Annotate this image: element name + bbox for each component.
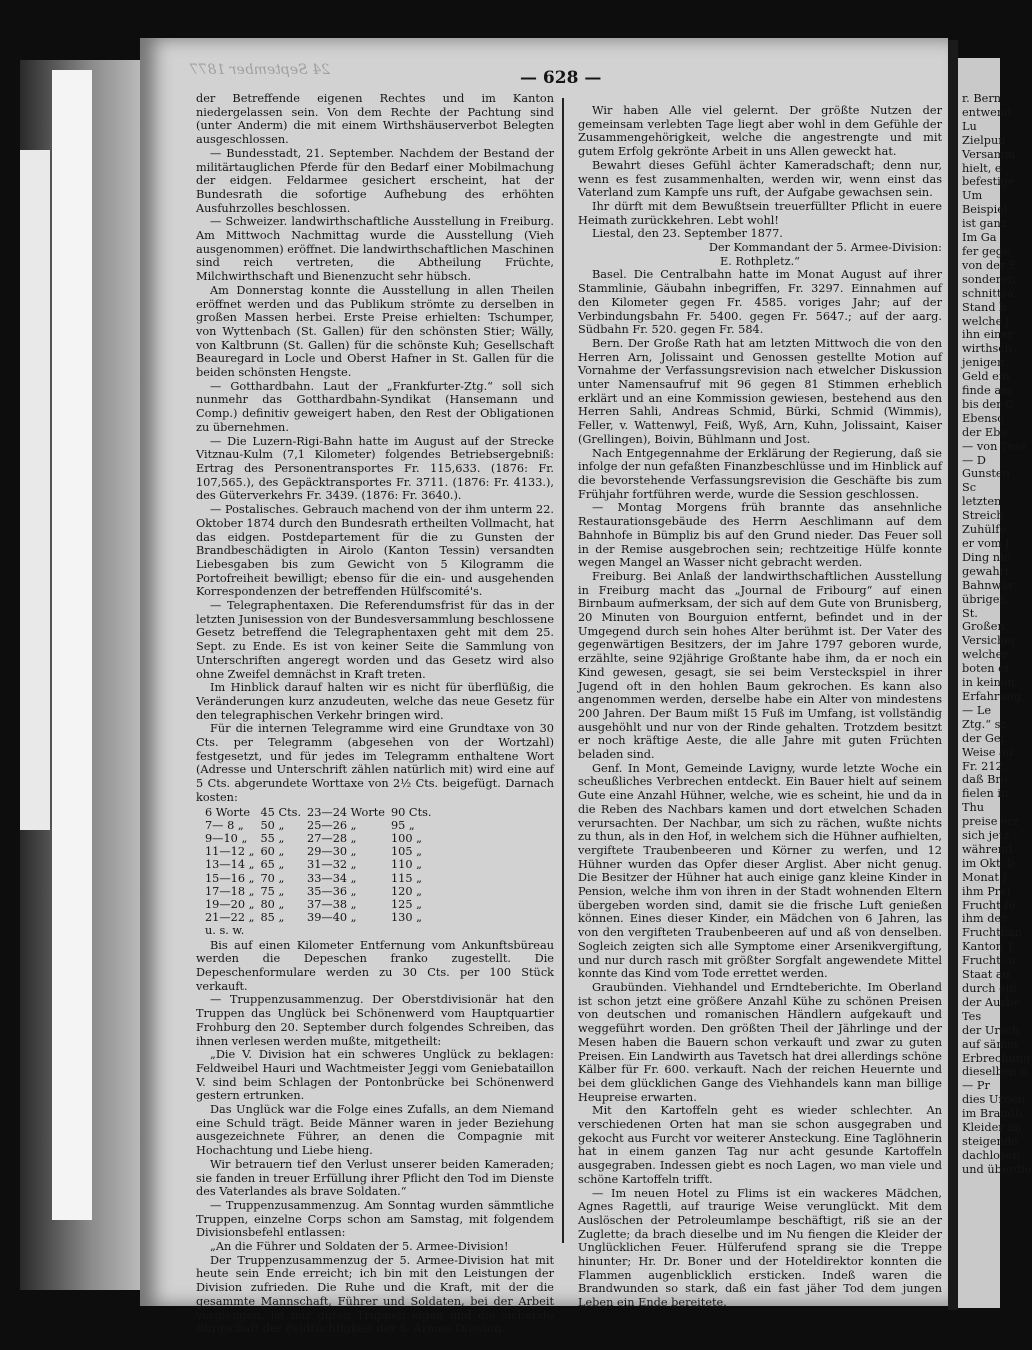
- facing-page-line: ihn einer: [962, 328, 1014, 342]
- article-paragraph: Für die internen Telegramme wird eine Grundtaxe von 30 Cts. per Telegramm (abgesehen von der Wortzahl) festgesetzt, und für jedes im Telegramm enthaltene Wort (Adresse und Unterschrift zählen natürlich mit) wird eine auf 5 Cts. abgerundete Worttaxe von 2½ Cts. beigefügt. Darnach kosten:: [196, 722, 554, 804]
- facing-page-line: Geld ein: [962, 370, 1010, 384]
- article-paragraph: Der Kommandant der 5. Armee-Division:: [708, 241, 942, 255]
- facing-page-line: Streich: [962, 509, 1004, 523]
- facing-page-line: Tes: [962, 1009, 982, 1023]
- facing-page-line: dies Urnen: [962, 1093, 1026, 1107]
- rate-cell: 105 „: [390, 845, 422, 859]
- article-paragraph: Im Hinblick darauf halten wir es nicht für überflüßig, die Veränderungen kurz anzudeuten, welche das neue Gesetz für den telegraphischen Verkehr bringen wird.: [196, 681, 554, 722]
- rate-row: [202, 885, 435, 898]
- facing-page-line: Ztg.“ sc: [962, 717, 1007, 731]
- rate-cell: 50 „: [260, 818, 285, 832]
- facing-page-line: von der E: [962, 258, 1018, 272]
- article-paragraph: — Schweizer. landwirthschaftliche Ausstellung in Freiburg. Am Mittwoch Nachmittag wurde die Ausstellung (Vieh ausgenommen) eröffnet. Die landwirthschaftlichen Maschinen sind reich vertreten, die Abtheilung Früchte, Milchwirthschaft und Bienenzucht sehr hübsch.: [196, 215, 554, 284]
- rate-cell: 120 „: [390, 884, 422, 898]
- rate-cell: 11—12 „: [205, 845, 255, 859]
- facing-page-line: der Ursch: [962, 1023, 1020, 1037]
- article-paragraph: Mit den Kartoffeln geht es wieder schlechter. An verschiedenen Orten hat man sie schon ausgegraben und gekocht aus Furcht vor weiterer Ansteckung. Eine Taglöhnerin hat in einem ganzen Tag nur acht gesunde Kartoffeln ausgegraben. Indessen giebt es noch Lagen, wo man viele und schöne Kartoffeln trifft.: [578, 1104, 942, 1186]
- article-paragraph: Am Donnerstag konnte die Ausstellung in allen Theilen eröffnet werden und das Publikum strömte zu derselben in großen Massen herbei. Erste Preise erhielten: Tschumper, von Wyttenbach (St. Gallen) für den schönsten Stier; Wälly, von Kaltbrunn (St. Gallen) für die schönste Kuh; Gesellschaft Beauregard in Locle und Oberst Hafner in St. Gallen für die beiden schönsten Hengste.: [196, 283, 554, 380]
- facing-page-line: Stand b: [962, 300, 1007, 314]
- rate-cell: 29—30 „: [307, 845, 357, 859]
- rate-row: [202, 819, 435, 832]
- facing-page-line: und überdie: [962, 1162, 1032, 1176]
- facing-page-line: befestige: [962, 175, 1015, 189]
- article-paragraph: Das Unglück war die Folge eines Zufalls, an dem Niemand eine Schuld trägt. Beide Männer waren in jeder Beziehung ausgezeichnete Führer, an denen die Compagnie mit Hochachtung und Liebe hieng.: [196, 1103, 554, 1158]
- article-paragraph: Graubünden. Viehhandel und Erndteberichte. Im Oberland ist schon jetzt eine größere Anzahl Kühe zu schönen Preisen von deutschen und romanischen Händlern aufgekauft und weggeführt worden. Den größten Theil der Jährlinge und der Mesen haben die Bauern schon verkauft und zwar zu guten Preisen. Ein Landwirth aus Tavetsch hat drei allerdings schöne Kälber für Fr. 600. verkauft. Nach der reichen Heuernte und bei dem glücklichen Gange des Viehhandels kann man billige Heupreise erwarten.: [578, 981, 942, 1104]
- facing-page-line: dachlosen: [962, 1148, 1020, 1162]
- article-paragraph: „An die Führer und Soldaten der 5. Armee-Division!: [210, 1240, 509, 1254]
- rate-cell: 70 „: [260, 871, 285, 885]
- facing-page-line: Ding nic: [962, 550, 1010, 564]
- facing-page-line: preise erz: [962, 815, 1020, 829]
- page-number: — 628 —: [520, 68, 602, 88]
- facing-page-line: Monat J: [962, 870, 1008, 884]
- rate-cell: 19—20 „: [205, 897, 255, 911]
- facing-page-line: steigende: [962, 1134, 1018, 1148]
- facing-page-line: Weise au: [962, 745, 1014, 759]
- facing-page-line: ihm Prei: [962, 884, 1011, 898]
- facing-page-line: Kanton T: [962, 940, 1015, 954]
- article-paragraph: Ihr dürft mit dem Bewußtsein treuerfüllter Pflicht in euere Heimath zurückkehren. Lebt wohl!: [578, 199, 942, 227]
- facing-page-line: ihm der: [962, 912, 1007, 926]
- rate-cell: 100 „: [390, 831, 422, 845]
- rate-cell: 75 „: [260, 884, 285, 898]
- rate-cell: 33—34 „: [307, 871, 357, 885]
- facing-page-line: entwend: [962, 105, 1012, 119]
- left-column-articles-top: [196, 92, 554, 805]
- rate-cell: 13—14 „: [205, 858, 255, 872]
- telegram-rate-table: [202, 806, 435, 938]
- rate-cell: [258, 924, 305, 937]
- article-paragraph: — Montag Morgens früh brannte das ansehnliche Restaurationsgebäude des Herrn Aeschlimann auf dem Bahnhofe in Bümpliz bis auf den Grund nieder. Das Feuer soll in der Remise ausgebrochen sein; rechtzeitige Hülfe konnte wegen Mangel an Wasser nicht gebracht werden.: [578, 501, 942, 570]
- rate-cell: 60 „: [260, 845, 285, 859]
- facing-page-line: fer gege: [962, 244, 1010, 258]
- facing-page-line: er vom J: [962, 537, 1010, 550]
- facing-page-line: übrigen: [962, 592, 1007, 606]
- facing-page-line: Fr. 212.: [962, 759, 1007, 773]
- rate-row: [202, 911, 435, 924]
- rate-cell: 85 „: [260, 911, 285, 925]
- rate-cell: 37—38 „: [307, 897, 357, 911]
- rate-cell: 65 „: [260, 858, 285, 872]
- facing-page-line: Fruchthan: [962, 926, 1022, 940]
- facing-page-line: gewahrt: [962, 564, 1010, 578]
- article-paragraph: — Telegraphentaxen. Die Referendumsfrist für das in der letzten Junisession von der Bundesversammlung beschlossene Gesetz betreffend die Telegraphentaxen geht mit dem 25. Sept. zu Ende. Es ist von keiner Seite die Sammlung von Unterschriften angeregt worden und das Gesetz wird also ohne Zweifel demnächst in Kraft treten.: [196, 599, 554, 681]
- rate-cell: 115 „: [390, 871, 422, 885]
- rate-cell: [304, 924, 388, 937]
- facing-page-line: Kleider un: [962, 1121, 1022, 1135]
- facing-page-line: Im Ga: [962, 231, 997, 245]
- article-paragraph: Genf. In Mont, Gemeinde Lavigny, wurde letzte Woche ein scheußliches Verbrechen entdeckt. Ein Bauer hielt auf seinem Gute eine Anzahl Hühner, welche, wie es scheint, hie und da in die Reben des Nachbars kamen und dort etwelchen Schaden verursachten. Der Nachbar, um sich zu rächen, wußte nichts zu thun, als in den Hof, in welchem sich die Hühner aufhielten, vergiftete Traubenbeeren und Körner zu werfen, und 12 Hühner wurden das Opfer dieser Arglist. Aber nicht genug. Die Besitzer der Hühner hat auch einige ganz kleine Kinder in Pension, welche ihm von ihren in der Stadt wohnenden Eltern übergeben worden sind, damit sie die frische Luft genießen können. Eines dieser Kinder, ein Mädchen von 6 Jahren, las von den vergifteten Traubenbeeren auf und aß von denselben. Sogleich zeigten sich alle Symptome einer Arsenikvergiftung, und nur durch rasch mit größter Sorgfalt angewendete Mittel konnte das Kind vom Tode errettet werden.: [578, 761, 942, 981]
- rate-row: [202, 924, 435, 937]
- rate-cell: 90 Cts.: [390, 805, 432, 819]
- book-gutter: [948, 40, 958, 1310]
- facing-page-line: während: [962, 842, 1013, 856]
- facing-page-line: der Gei: [962, 731, 1005, 745]
- rate-row: [202, 845, 435, 858]
- facing-page-line: Thu: [962, 801, 985, 815]
- facing-page-line: Frucht- u: [962, 954, 1016, 968]
- article-paragraph: Bewahrt dieses Gefühl ächter Kameradschaft; denn nur, wenn es fest zusammenhalten, werden wir, wenn einst das Vaterland zum Kampfe uns ruft, der Aufgabe gewachsen sein.: [578, 158, 942, 200]
- facing-page-line: — von Tess: [962, 439, 1026, 453]
- right-column: [578, 104, 942, 1310]
- article-paragraph: E. Rothpletz.“: [720, 254, 800, 268]
- facing-page-line: Bahnwär: [962, 578, 1014, 592]
- facing-page-line: Erfahrung: [962, 689, 1022, 703]
- facing-page-line: sonderen: [962, 272, 1016, 286]
- rate-cell: 27—28 „: [307, 831, 357, 845]
- facing-page-line: Ebenso: [962, 411, 1005, 425]
- rate-cell: 45 Cts.: [260, 805, 302, 819]
- facing-page-line: Zielpun: [962, 133, 1006, 147]
- rate-cell: 15—16 „: [205, 871, 255, 885]
- facing-page-line: Um: [962, 189, 983, 203]
- article-paragraph: — Postalisches. Gebrauch machend von der ihm unterm 22. Oktober 1874 durch den Bundesrath ertheilten Vollmacht, hat das eidgen. Postdepartement für die zu Gunsten der Brandbeschädigten in Airolo (Kanton Tessin) versandten Liebesgaben bis zum Gewicht von 5 Kilogramm die Portofreiheit bewilligt; ebenso für die ein- und ausgehenden Korrespondenzen der betreffenden Hülfscomité's.: [196, 503, 554, 599]
- rate-cell: 125 „: [390, 897, 422, 911]
- facing-page-line: fielen in: [962, 787, 1009, 801]
- facing-page-line: boten er: [962, 662, 1011, 676]
- article-paragraph: „Die V. Division hat ein schweres Unglück zu beklagen: Feldweibel Hauri und Wachtmeister Jeggi vom Geniebataillon V. sind beim Schlagen der Pontonbrücke bei Schönenwerd gestern ertrunken.: [196, 1048, 554, 1103]
- rate-cell: 31—32 „: [307, 858, 357, 872]
- rate-cell: 25—26 „: [307, 818, 357, 832]
- rate-cell: 17—18 „: [205, 884, 255, 898]
- rate-row: [202, 806, 435, 819]
- facing-page-line: der Ebe: [962, 425, 1008, 439]
- article-paragraph: Wir haben Alle viel gelernt. Der größte Nutzen der gemeinsam verlebten Tage liegt aber wohl in dem Gefühle der Zusammengehörigkeit, welche die angestrengte und mit gutem Erfolg gekrönte Arbeit in uns Allen geweckt hat.: [578, 104, 942, 159]
- facing-page-line: welcher: [962, 648, 1008, 662]
- facing-page-line: dieselben u: [962, 1065, 1028, 1079]
- article-paragraph: — Die Luzern-Rigi-Bahn hatte im August auf der Strecke Vitznau-Kulm (7,1 Kilometer) folgendes Betriebsergebniß: Ertrag des Personentransportes Fr. 115,633. (1876: Fr. 107,565.), des Gepäcktransportes Fr. 3711. (1876: Fr. 4133.), des Güterverkehrs Fr. 3439. (1876: Fr. 3640.).: [196, 434, 554, 503]
- article-paragraph: der Betreffende eigenen Rechtes und im Kanton niedergelassen sein. Von dem Rechte der Pachtung sind (unter Anderm) die mit einem Wirthshäuserverbot Belegten ausgeschlossen.: [196, 92, 554, 147]
- rate-cell: 9—10 „: [205, 831, 248, 845]
- facing-page-line: Großen: [962, 620, 1005, 634]
- facing-page-line: — Le: [962, 703, 992, 717]
- rate-cell: 95 „: [390, 818, 415, 832]
- facing-page-line: Versicher: [962, 634, 1017, 648]
- rate-row: [202, 872, 435, 885]
- rate-cell: 21—22 „: [205, 911, 255, 925]
- article-paragraph: Nach Entgegennahme der Erklärung der Regierung, daß sie infolge der nun gefaßten Finanzbeschlüsse und im Hinblick auf die bevorstehende Verfassungsrevision die Geschäfte bis zum Frühjahr fortführen werde, wurde die Session geschlossen.: [578, 446, 942, 501]
- rate-cell: u. s. w.: [205, 924, 245, 938]
- rate-cell: 7— 8 „: [205, 818, 244, 832]
- facing-page-line: Erbrechung: [962, 1051, 1031, 1065]
- rate-cell: 23—24 Worte: [307, 805, 385, 819]
- facing-page-line: schnittsa: [962, 286, 1014, 300]
- rate-cell: 110 „: [390, 858, 422, 872]
- article-paragraph: Basel. Die Centralbahn hatte im Monat August auf ihrer Stammlinie, Gäubahn inbegriffen, Fr. 3297. Einnahmen auf den Kilometer gegen Fr. 4585. voriges Jahr; auf der Verbindungsbahn Fr. 5400. gegen Fr. 5647.; auf der aarg. Südbahn Fr. 520. gegen Fr. 584.: [578, 268, 942, 337]
- rate-row: [202, 858, 435, 871]
- article-paragraph: Freiburg. Bei Anlaß der landwirthschaftlichen Ausstellung in Freiburg macht das „Journal de Fribourg“ auf einen Birnbaum aufmerksam, der sich auf dem Gute von Brunisberg, 20 Minuten von Bourguion entfernt, befindet und in der Umgegend durch sein hohes Alter berühmt ist. Der Vater des gegenwärtigen Besitzers, der im Jahre 1797 geboren wurde, erzählte, seine 92jährige Großtante habe ihm, da er noch ein Kind gewesen, gesagt, sie sei beim Versteckspiel in ihrer Jugend oft in den hohlen Baum gekrochen. Es kann also angenommen werden, derselbe habe ein Alter von mindestens 200 Jahren. Der Baum mißt 15 Fuß im Umfang, ist vollständig ausgehöhlt und nur von der Rinde gehalten. Trotzdem besitzt er noch kräftige Aeste, die alle Jahre mit guten Früchten beladen sind.: [578, 569, 942, 762]
- facing-page-line: letzten: [962, 495, 1002, 509]
- article-paragraph: — Truppenzusammenzug. Der Oberstdivisionär hat den Truppen das Unglück bei Schönenwerd vom Hauptquartier Frohburg den 20. September durch folgendes Schreiben, das ihnen verlesen werden mußte, mitgetheilt:: [196, 993, 554, 1048]
- rate-cell: [388, 924, 435, 937]
- rate-row: [202, 898, 435, 911]
- facing-page-line: Zuhülfe: [962, 523, 1007, 537]
- facing-page-line: auf sämm: [962, 1037, 1018, 1051]
- column-divider: [562, 98, 564, 1243]
- facing-page-line: wirthsch: [962, 342, 1012, 356]
- facing-page-lines: [958, 58, 1032, 1177]
- rate-row: [202, 832, 435, 845]
- facing-page-line: hielt, e: [962, 161, 1002, 175]
- bleed-through-ghost-text: 24 September 1877: [189, 62, 330, 78]
- facing-page-line: — D: [962, 453, 986, 467]
- facing-page-line: Gunsten: [962, 467, 1010, 481]
- facing-page-line: jenigen: [962, 356, 1005, 370]
- facing-page-line: Staat au: [962, 968, 1010, 982]
- facing-page-line: im Oktob: [962, 856, 1015, 870]
- article-paragraph: — Truppenzusammenzug. Am Sonntag wurden sämmtliche Truppen, einzelne Corps schon am Samstag, mit folgendem Divisionsbefehl entlassen:: [196, 1198, 554, 1240]
- article-paragraph: Bern. Der Große Rath hat am letzten Mittwoch die von den Herren Arn, Jolissaint und Genossen gestellte Motion auf Vornahme der Verfassungsrevision nach etwelcher Diskussion unter Namensaufruf mit 96 gegen 81 Stimmen erheblich erklärt und an eine Kommission gewiesen, bestehend aus den Herren Sahli, Andreas Schmid, Bürki, Schmid (Wimmis), Feller, v. Wattenwyl, Feiß, Wyß, Arn, Kuhn, Jolissaint, Kaiser (Grellingen), Boivin, Bühlmann und Jost.: [578, 336, 942, 446]
- facing-page-line: finde am: [962, 384, 1012, 398]
- facing-page-line: — Pr: [962, 1079, 990, 1093]
- rate-cell: 39—40 „: [307, 911, 357, 925]
- facing-page-line: Sc: [962, 481, 977, 495]
- facing-page-line: r. Bern,: [962, 92, 1005, 105]
- left-column-articles-bottom: [196, 939, 554, 1336]
- facing-page-line: durch ein: [962, 982, 1017, 995]
- facing-page-line: ist ganz: [962, 217, 1007, 231]
- rate-cell: 6 Worte: [205, 805, 251, 819]
- article-paragraph: Liestal, den 23. September 1877.: [592, 227, 783, 241]
- facing-page-line: St.: [962, 606, 978, 620]
- article-paragraph: — Bundesstadt, 21. September. Nachdem der Bestand der militärtauglichen Pferde für den Bedarf einer Mobilmachung der eidgen. Feldarmee gesichert erscheint, hat der Bundesrath die sofortige Aufhebung des erhöhten Ausfuhrzolles beschlossen.: [196, 146, 554, 215]
- rate-cell: 35—36 „: [307, 884, 357, 898]
- article-paragraph: Wir betrauern tief den Verlust unserer beiden Kameraden; sie fanden in treuer Erfüllung ihrer Pflicht den Tod im Dienste des Vaterlandes als brave Soldaten.“: [196, 1157, 554, 1199]
- facing-page-line: der Ausbe: [962, 995, 1021, 1009]
- rate-cell: 130 „: [390, 911, 422, 925]
- facing-page-line: bis der C: [962, 397, 1014, 411]
- right-column-articles: [578, 104, 942, 1310]
- facing-page-line: im Brandb: [962, 1107, 1023, 1121]
- article-paragraph: — Gotthardbahn. Laut der „Frankfurter-Ztg.“ soll sich nunmehr das Gotthardbahn-Syndikat (Hansemann und Comp.) definitiv geweigert haben, den Rest der Obligationen zu übernehmen.: [196, 379, 554, 434]
- article-paragraph: — Im neuen Hotel zu Flims ist ein wackeres Mädchen, Agnes Ragettli, auf traurige Weise verunglückt. Mit dem Auslöschen der Petroleumlampe beschäftigt, riß sie an der Zuglette; da brach dieselbe und im Nu fiengen die Kleider der Unglücklichen Feuer. Hülferufend sprang sie die Treppe hinunter; Hr. Dr. Boner und der Hoteldirektor konnten die Flammen augenblicklich ersticken. Indeß waren die Brandwunden so stark, daß ein fast jäher Tod dem jungen Leben ein Ende bereitete.: [578, 1186, 942, 1310]
- facing-page-line: welche j: [962, 314, 1010, 328]
- article-paragraph: Bis auf einen Kilometer Entfernung vom Ankunftsbüreau werden die Depeschen franko zugestellt. Die Depeschenformulare werden zu 30 Cts. per 100 Stück verkauft.: [196, 938, 554, 993]
- page-marker-strip: [20, 150, 50, 830]
- facing-page-line: in keinen: [962, 676, 1015, 690]
- facing-page-fragment: [958, 58, 1032, 1308]
- facing-page-line: sich jetz: [962, 829, 1010, 843]
- facing-page-line: Lu: [962, 119, 977, 133]
- facing-page-line: Beispiel: [962, 203, 1008, 217]
- rate-cell: 55 „: [260, 831, 285, 845]
- rate-cell: 80 „: [260, 897, 285, 911]
- left-column: [196, 92, 554, 1336]
- facing-page-line: Frucht fe: [962, 898, 1016, 912]
- article-paragraph: Der Truppenzusammenzug der 5. Armee-Division hat mit heute sein Ende erreicht; ich bin mit den Leistungen der Division zufrieden. Die Ruhe und die Kraft, mit der die gesammte Mannschaft, Führer und Soldaten, bei der Arbeit vorgiengen, ist nur guten Truppen eigen und die sicherste Bürgschaft der Feldtüchtigkeit der 5. Armee-Division.: [196, 1253, 554, 1336]
- facing-page-line: Versamm: [962, 147, 1016, 161]
- page-marker-tab: [52, 70, 92, 1220]
- facing-page-line: daß Bro: [962, 773, 1008, 787]
